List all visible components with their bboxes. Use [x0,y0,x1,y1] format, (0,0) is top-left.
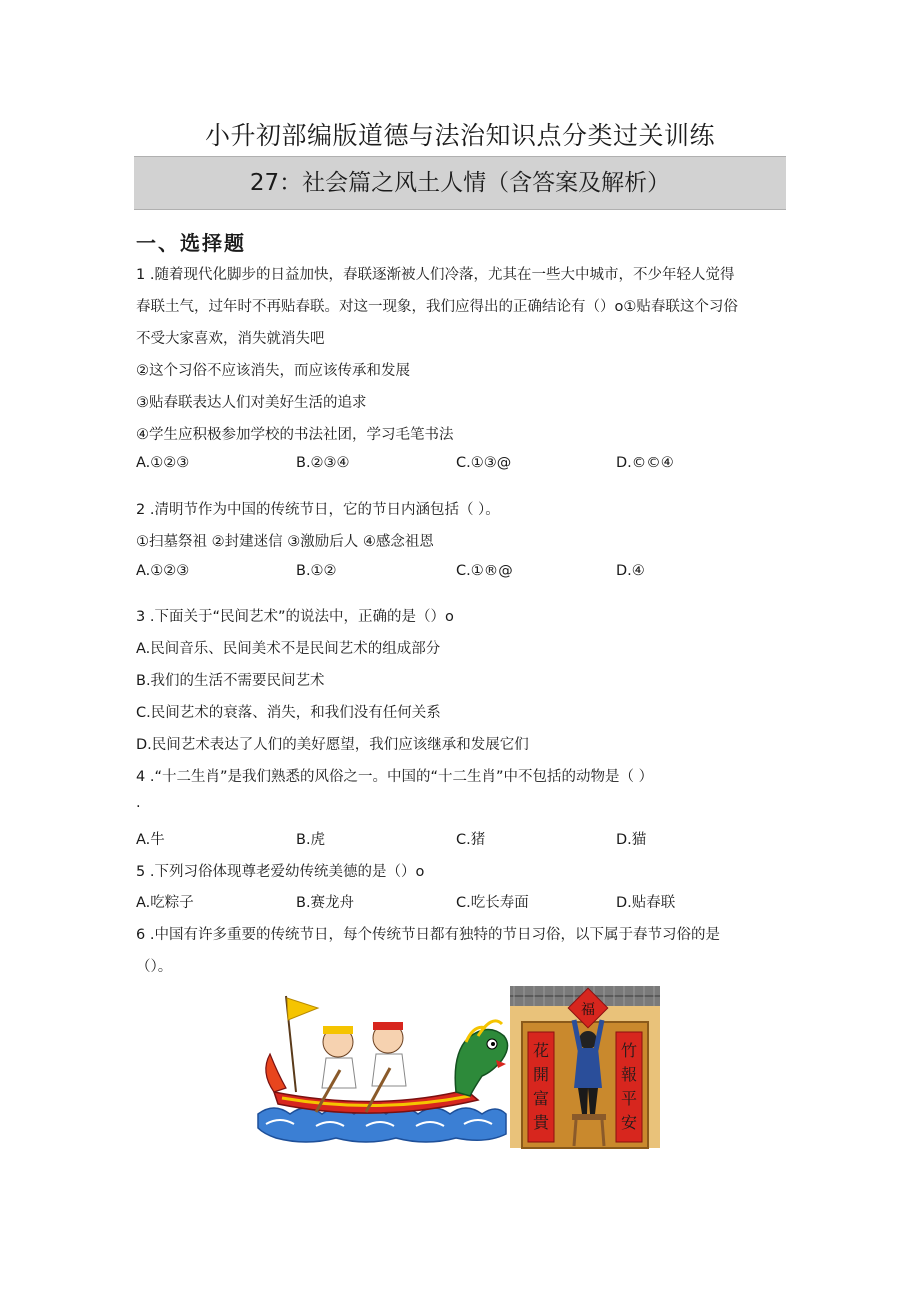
question-1-line: 春联土气，过年时不再贴春联。对这一现象，我们应得出的正确结论有（）o①贴春联这个习俗 [136,299,738,315]
question-3-option-a: A.民间音乐、民间美术不是民间艺术的组成部分 [136,641,441,657]
question-4-option-b: B.虎 [296,832,326,848]
question-5-option-a: A.吃粽子 [136,895,194,911]
question-2-option-a: A.①②③ [136,563,190,579]
question-2-line: ①扫墓祭祖 ②封建迷信 ③激励后人 ④感念祖恩 [136,534,434,550]
couplet-character: 開 [532,1065,550,1084]
question-5-option-b: B.赛龙舟 [296,895,355,911]
question-4-option-d: D.猫 [616,832,647,848]
question-1-line: ④学生应积极参加学校的书法社团，学习毛笔书法 [136,427,454,443]
question-3-option-c: C.民间艺术的衰落、消失，和我们没有任何关系 [136,705,441,721]
question-3-line: 3 .下面关于“民间艺术”的说法中，正确的是（）o [136,609,454,625]
question-3-option-d: D.民间艺术表达了人们的美好愿望，我们应该继承和发展它们 [136,737,529,753]
question-6-line: （）。 [136,959,173,975]
section-heading: 一、选择题 [136,231,246,255]
question-6-line: 6 .中国有许多重要的传统节日，每个传统节日都有独特的节日习俗，以下属于春节习俗的是 [136,927,720,943]
question-1-option-d: D.©©④ [616,455,674,471]
question-1-line: 1 .随着现代化脚步的日益加快，春联逐渐被人们冷落，尤其在一些大中城市，不少年轻人觉得 [136,267,735,283]
question-4-line: 4 .“十二生肖”是我们熟悉的风俗之一。中国的“十二生肖”中不包括的动物是（ ） [136,769,654,785]
question-4-line: . [136,795,141,811]
couplet-character: 貴 [532,1113,550,1132]
festival-illustration [256,984,662,1150]
question-2-option-b: B.①② [296,563,337,579]
question-5-option-c: C.吃长寿面 [456,895,529,911]
dragon-boat-image [258,996,508,1142]
fu-character: 福 [581,1002,595,1018]
question-5-option-d: D.贴春联 [616,895,676,911]
document-subtitle: 27：社会篇之风土人情（含答案及解析） [134,156,786,210]
question-1-option-a: A.①②③ [136,455,190,471]
couplet-character: 平 [620,1089,638,1108]
question-5-line: 5 .下列习俗体现尊老爱幼传统美德的是（）o [136,864,425,880]
question-4-option-a: A.牛 [136,832,165,848]
couplet-character: 報 [620,1065,638,1084]
question-1-line: ③贴春联表达人们对美好生活的追求 [136,395,367,411]
couplet-character: 花 [532,1041,550,1060]
question-2-option-c: C.①®@ [456,563,513,579]
couplet-character: 富 [532,1089,550,1108]
question-2-line: 2 .清明节作为中国的传统节日，它的节日内涵包括（ ）。 [136,502,500,518]
question-1-line: 不受大家喜欢，消失就消失吧 [136,331,325,347]
question-1-line: ②这个习俗不应该消失，而应该传承和发展 [136,363,410,379]
couplet-character: 安 [620,1113,638,1132]
document-title: 小升初部编版道德与法治知识点分类过关训练 [204,121,715,150]
question-3-option-b: B.我们的生活不需要民间艺术 [136,673,325,689]
question-2-option-d: D.④ [616,563,645,579]
question-1-option-c: C.①③@ [456,455,512,471]
question-1-option-b: B.②③④ [296,455,350,471]
couplet-character: 竹 [620,1041,638,1060]
question-4-option-c: C.猪 [456,832,486,848]
